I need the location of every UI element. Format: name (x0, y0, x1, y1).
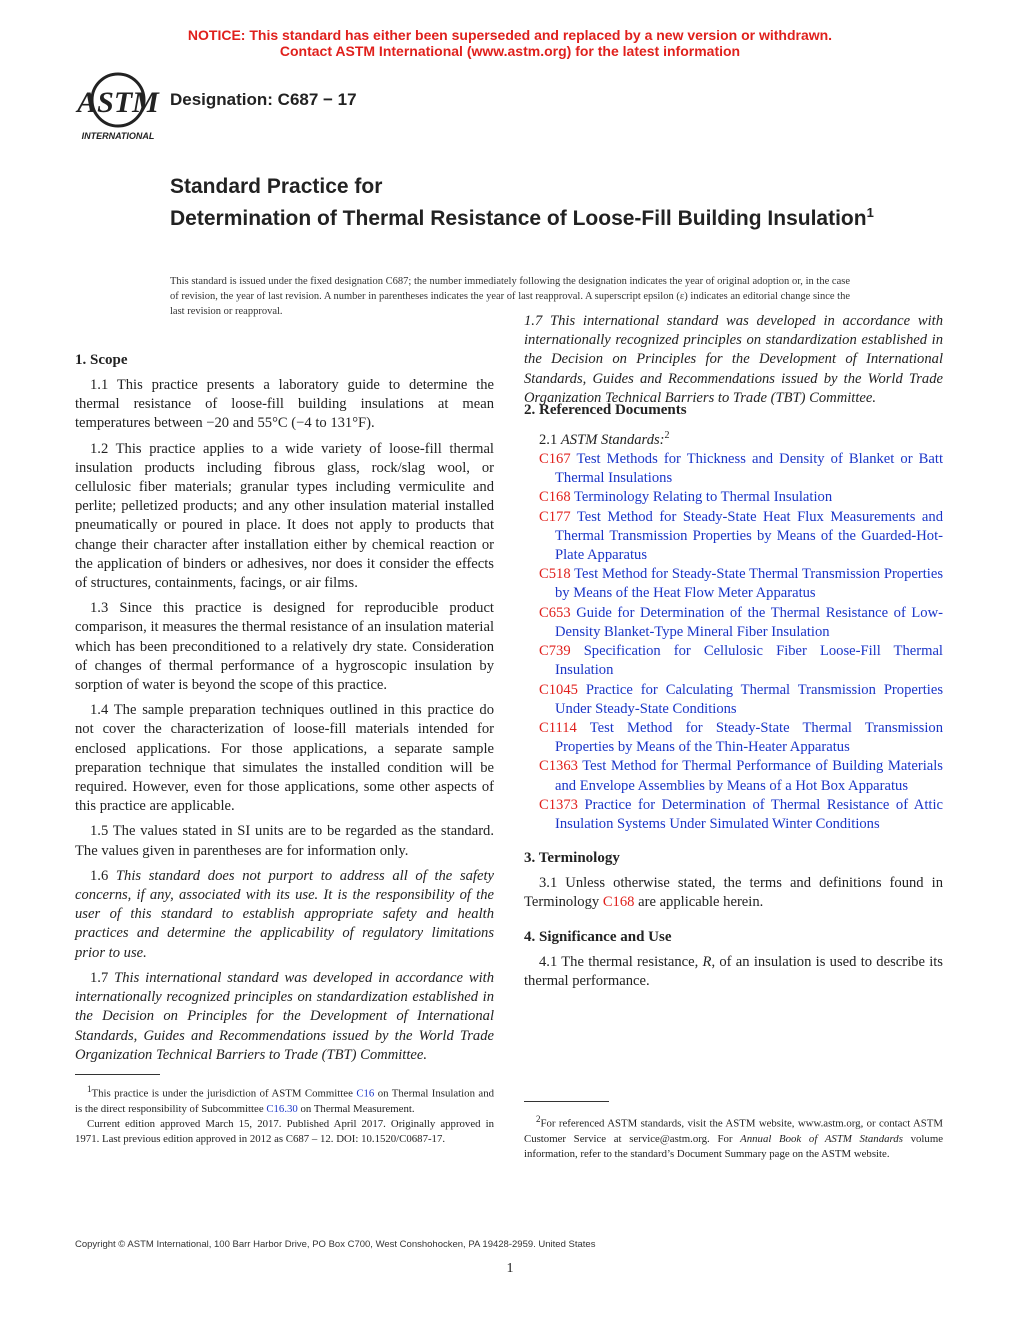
reference-code[interactable]: C168 (539, 489, 571, 506)
c168-link[interactable]: C168 (602, 894, 635, 911)
reference-item[interactable] (524, 796, 943, 834)
c16-30-link[interactable]: C16.30 (266, 1102, 298, 1115)
para-text: ASTM Standards: (560, 431, 665, 448)
symbol-r: R (702, 953, 712, 970)
para-text: 1.7 This international standard was developed in accordance with internationally recognized principles on standardization established in the Decision on Principles for the Development of International Standards, Guides and Recommendations issued by the World Trade Organization Technical Barriers to Trade (TBT) Committee. (524, 313, 944, 406)
para-1-6 (75, 867, 494, 963)
reference-list (524, 450, 943, 834)
reference-title[interactable]: Specification for Cellulosic Fiber Loose-Fill Thermal Insulation (555, 643, 943, 679)
para-text: , of an insulation is used to describe its thermal performance. (524, 953, 943, 989)
para-1-7 (75, 969, 495, 1063)
reference-code[interactable]: C518 (539, 566, 571, 583)
para-1-1: 1.1 This practice presents a laboratory guide to determine the thermal resistance of loose-fill building insulations at mean temperatures between −20 and 55°C (−4 to 131°F). (75, 377, 494, 432)
reference-item[interactable] (524, 488, 943, 507)
reference-item[interactable] (524, 719, 943, 757)
reference-item[interactable] (524, 450, 943, 488)
reference-item[interactable] (524, 642, 943, 680)
reference-code[interactable]: C1045 (539, 681, 578, 698)
notice-line-2: Contact ASTM International (www.astm.org) for the latest information (279, 43, 741, 59)
footnote-1 (75, 1082, 494, 1147)
footnote-divider (524, 1101, 609, 1102)
reference-title[interactable]: Guide for Determination of the Thermal Resistance of Low-Density Blanket-Type Mineral Fiber Insulation (555, 604, 943, 640)
left-column (75, 350, 495, 1063)
title-text: Determination of Thermal Resistance of Loose-Fill Building Insulation (170, 207, 867, 230)
para-number: 2.1 (539, 431, 561, 448)
designation: Designation: C687 − 17 (170, 90, 357, 109)
para-1-5: 1.5 The values stated in SI units are to be regarded as the standard. The values given in parentheses are for information only. (75, 823, 494, 859)
para-3-1 (524, 874, 943, 912)
reference-item[interactable] (524, 757, 943, 795)
para-4-1 (524, 953, 943, 991)
right-column (524, 313, 944, 997)
svg-text:INTERNATIONAL: INTERNATIONAL (81, 131, 155, 141)
para-text: This standard does not purport to address all of the safety concerns, if any, associated with its use. It is the responsibility of the user of this standard to establish appropriate safety and health practices and determine the applicability of regulatory limitations prior to use. (75, 867, 494, 961)
title-main (170, 200, 890, 232)
para-number: 1.7 (90, 969, 115, 986)
section-1-heading: 1. Scope (75, 352, 128, 368)
reference-code[interactable]: C1373 (539, 796, 578, 813)
reference-title[interactable]: Test Method for Steady-State Thermal Transmission Properties by Means of the Heat Flow Meter Apparatus (555, 566, 943, 602)
para-text: 3.1 Unless otherwise stated, the terms and definitions found in Terminology (524, 875, 943, 911)
reference-item[interactable] (524, 508, 943, 566)
reference-item[interactable] (524, 565, 943, 603)
notice-line-1: NOTICE: This standard has either been superseded and replaced by a new version or withdrawn. (187, 27, 833, 43)
reference-title[interactable]: Test Method for Steady-State Thermal Transmission Properties by Means of the Thin-Heater Apparatus (555, 719, 943, 756)
para-text: are applicable herein. (634, 894, 764, 911)
footnote-marker: 1 (87, 1084, 92, 1094)
footnote-marker: 2 (536, 1114, 541, 1124)
reference-item[interactable] (524, 681, 943, 719)
document-title (170, 174, 890, 232)
para-2-1 (524, 426, 943, 450)
reference-item[interactable] (524, 604, 943, 642)
section-2-heading: 2. Referenced Documents (524, 402, 687, 418)
para-text: This international standard was developed in accordance with internationally recognized principles on standardization established in the Decision on Principles for the Development of International Standards, Guides and Recommendations issued by the World Trade Organization Technical Barriers to Trade (TBT) Committee. (75, 969, 495, 1063)
footnote-2-text: $^2$For referenced ASTM standards, visit the ASTM website, www.astm.org, or contact ASTM Customer Service at service@astm.org. For Annual Book of ASTM Standards volume information, refer to the standard’s Document Summary page on the ASTM website. (524, 1114, 944, 1160)
reference-title[interactable]: Practice for Determination of Thermal Resistance of Attic Insulation Systems Under Simulated Winter Conditions (555, 796, 943, 832)
reference-title[interactable]: Test Methods for Thickness and Density of Blanket or Batt Thermal Insulations (555, 451, 943, 487)
para-text: 4.1 The thermal resistance, (539, 953, 703, 970)
footnote-2 (524, 1112, 943, 1162)
footnote-ref[interactable]: 2 (664, 430, 670, 441)
section-4-heading: 4. Significance and Use (524, 928, 672, 945)
section-3-heading: 3. Terminology (524, 850, 620, 867)
c16-link[interactable]: C16 (356, 1087, 375, 1100)
para-1-7-continued (524, 312, 944, 406)
para-number: 1.6 (90, 867, 116, 884)
reference-code[interactable]: C1114 (539, 719, 577, 736)
page-number: 1 (506, 1261, 514, 1276)
svg-text:ASTM: ASTM (77, 86, 159, 119)
reference-title[interactable]: Test Method for Steady-State Heat Flux Measurements and Thermal Transmission Properties by Means of the Guarded-Hot-Plate Apparatus (555, 508, 943, 564)
footnote-divider (75, 1074, 160, 1075)
reference-code[interactable]: C167 (539, 451, 571, 468)
astm-logo (78, 70, 160, 142)
reference-title[interactable]: Test Method for Thermal Performance of Building Materials and Envelope Assemblies by Means of a Hot Box Apparatus (555, 758, 943, 794)
title-line-1: Standard Practice for (170, 175, 383, 198)
edition-info: Current edition approved March 15, 2017. Published April 2017. Originally approved in 1971. Last previous edition approved in 2012 as C687 – 12. DOI: 10.1520/C0687-17. (75, 1117, 494, 1145)
withdrawn-notice (0, 27, 1020, 59)
title-footnote-ref[interactable]: 1 (866, 205, 874, 220)
reference-code[interactable]: C653 (539, 604, 571, 621)
para-1-3: 1.3 Since this practice is designed for reproducible product comparison, it measures the thermal resistance of an insulation material which has been preconditioned to a relatively dry state. Consideration of changes of thermal performance of a hygroscopic insulation by sorption of water is beyond the scope of this practice. (75, 600, 494, 694)
reference-code[interactable]: C739 (539, 643, 571, 660)
reference-title[interactable]: Terminology Relating to Thermal Insulation (570, 489, 833, 506)
reference-title[interactable]: Practice for Calculating Thermal Transmission Properties Under Steady-State Conditions (555, 681, 943, 717)
copyright: Copyright © ASTM International, 100 Barr Harbor Drive, PO Box C700, West Conshohocken, PA 19428-2959. United States (75, 1239, 596, 1250)
para-1-2: 1.2 This practice applies to a wide variety of loose-fill thermal insulation products including fibrous glass, rock/slag wool, or cellulosic fiber materials; granular types including vermiculite and perlite; pelletized products; and any other insulation material installed pneumatically or poured in place. It does not apply to products that change their character after installation either by chemical reaction or the application of binders or adhesives, nor does it consider the effects of structures, containments, facings, or air films. (75, 440, 494, 592)
intro-note: This standard is issued under the fixed designation C687; the number immediately following the designation indicates the year of original adoption or, in the case of revision, the year of last revision. A number in parentheses indicates the year of last reapproval. A superscript epsilon (ε) indicates an editorial change since the last revision or reapproval. (170, 276, 850, 317)
footnote-1-text: $^1$This practice is under the jurisdiction of ASTM Committee C16 on Thermal Insulation and is the direct responsibility of Subcommittee C16.30 on Thermal Measurement. (75, 1084, 494, 1115)
reference-code[interactable]: C1363 (539, 758, 578, 775)
para-1-4: 1.4 The sample preparation techniques outlined in this practice do not cover the characterization of loose-fill materials intended for enclosed applications. For those applications, a separate sample preparation technique that simulates the installed condition will be required. However, even for those applications, some other aspects of this practice are applicable. (75, 702, 494, 815)
reference-code[interactable]: C177 (539, 508, 571, 525)
